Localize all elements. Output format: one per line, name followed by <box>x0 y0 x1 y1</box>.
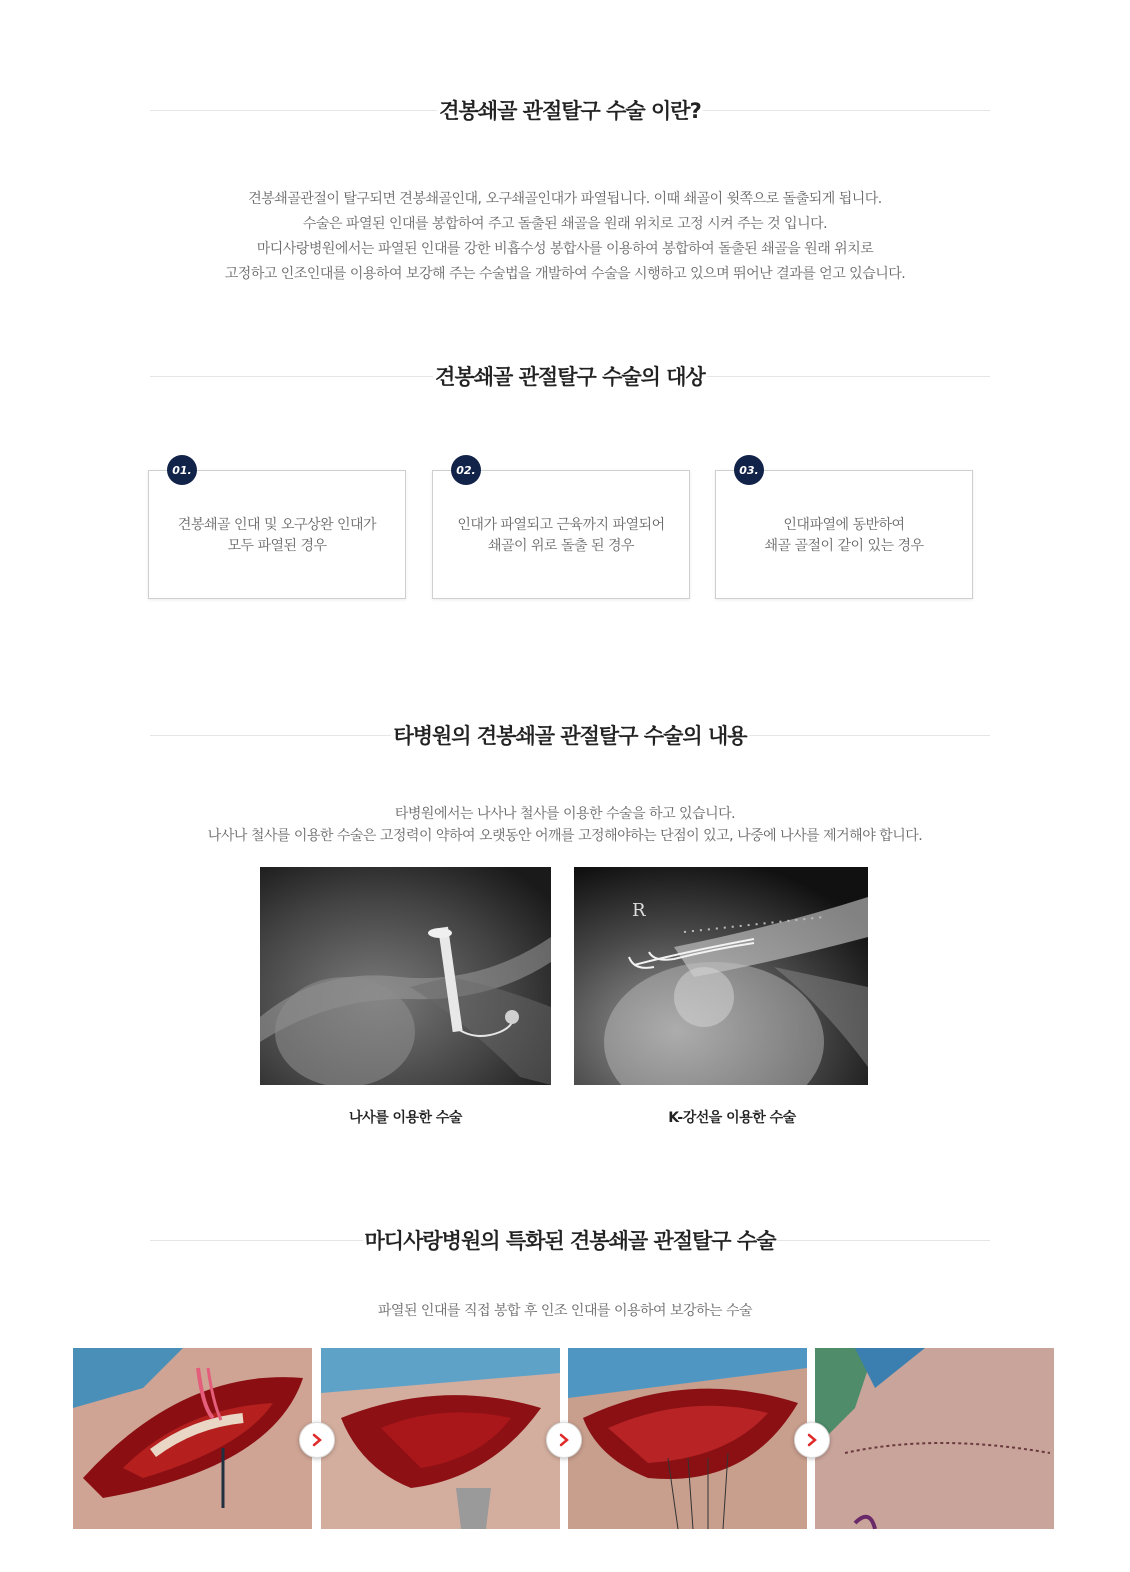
next-arrow-button <box>546 1422 582 1458</box>
next-arrow-button <box>299 1422 335 1458</box>
card-line: 모두 파열된 경우 <box>227 538 327 554</box>
xray-marker: R <box>632 900 646 921</box>
section-title-what <box>150 90 990 130</box>
section-title-other-hospital <box>150 715 990 755</box>
surgery-photo-step-3 <box>568 1348 807 1529</box>
card-line: 쇄골이 위로 돌출 된 경우 <box>487 538 635 554</box>
xray-screw-image <box>260 867 551 1085</box>
section-title-target <box>150 356 990 396</box>
xray-kwire-image <box>574 867 868 1085</box>
card-line: 견봉쇄골 인대 및 오구상완 인대가 <box>177 517 377 533</box>
image-caption: 나사를 이용한 수술 <box>349 1110 462 1126</box>
surgery-photo-step-2 <box>321 1348 560 1529</box>
target-card <box>432 463 690 599</box>
card-number-badge: 01. <box>167 455 197 485</box>
heading: 타병원의 견봉쇄골 관절탈구 수술의 내용 <box>391 720 748 750</box>
paragraph-line: 고정하고 인조인대를 이용하여 보강해 주는 수술법을 개발하여 수술을 시행하고 있으며 뛰어난 결과를 얻고 있습니다. <box>224 266 906 282</box>
chevron-right-icon <box>311 1433 323 1447</box>
section-title-specialized <box>150 1220 990 1260</box>
card-number-badge: 02. <box>451 455 481 485</box>
card-line: 인대파열에 동반하여 <box>783 517 905 533</box>
surgery-photo-step-1 <box>73 1348 312 1529</box>
card-text <box>433 515 689 557</box>
card-text <box>716 515 972 557</box>
paragraph-line: 수술은 파열된 인대를 봉합하여 주고 돌출된 쇄골을 원래 위치로 고정 시켜 주는 것 입니다. <box>302 216 828 232</box>
card-line: 쇄골 골절이 같이 있는 경우 <box>764 538 924 554</box>
paragraph-line: 나사나 철사를 이용한 수술은 고정력이 약하여 오랫동안 어깨를 고정해야하는 단점이 있고, 나중에 나사를 제거해야 합니다. <box>207 828 923 844</box>
paragraph-line: 마디사랑병원에서는 파열된 인대를 강한 비흡수성 봉합사를 이용하여 봉합하여 돌출된 쇄골을 원래 위치로 <box>256 241 874 257</box>
card-number-badge: 03. <box>734 455 764 485</box>
paragraph-line: 견봉쇄골관절이 탈구되면 견봉쇄골인대, 오구쇄골인대가 파열됩니다. 이때 쇄골이 윗쪽으로 돌출되게 됩니다. <box>248 191 882 207</box>
image-caption: K-강선을 이용한 수술 <box>668 1110 796 1126</box>
heading: 견봉쇄골 관절탈구 수술 이란? <box>437 95 703 125</box>
other-hospital-paragraph <box>0 803 1130 847</box>
target-card <box>148 463 406 599</box>
intro-paragraph <box>0 187 1130 287</box>
paragraph-line: 타병원에서는 나사나 철사를 이용한 수술을 하고 있습니다. <box>394 806 736 822</box>
target-card <box>715 463 973 599</box>
chevron-right-icon <box>558 1433 570 1447</box>
heading: 견봉쇄골 관절탈구 수술의 대상 <box>433 361 707 391</box>
specialized-subtitle: 파열된 인대를 직접 봉합 후 인조 인대를 이용하여 보강하는 수술 <box>377 1303 753 1319</box>
chevron-right-icon <box>806 1433 818 1447</box>
card-line: 인대가 파열되고 근육까지 파열되어 <box>457 517 665 533</box>
card-text <box>149 515 405 557</box>
surgery-photo-step-4 <box>815 1348 1054 1529</box>
next-arrow-button <box>794 1422 830 1458</box>
heading: 마디사랑병원의 특화된 견봉쇄골 관절탈구 수술 <box>363 1225 778 1255</box>
